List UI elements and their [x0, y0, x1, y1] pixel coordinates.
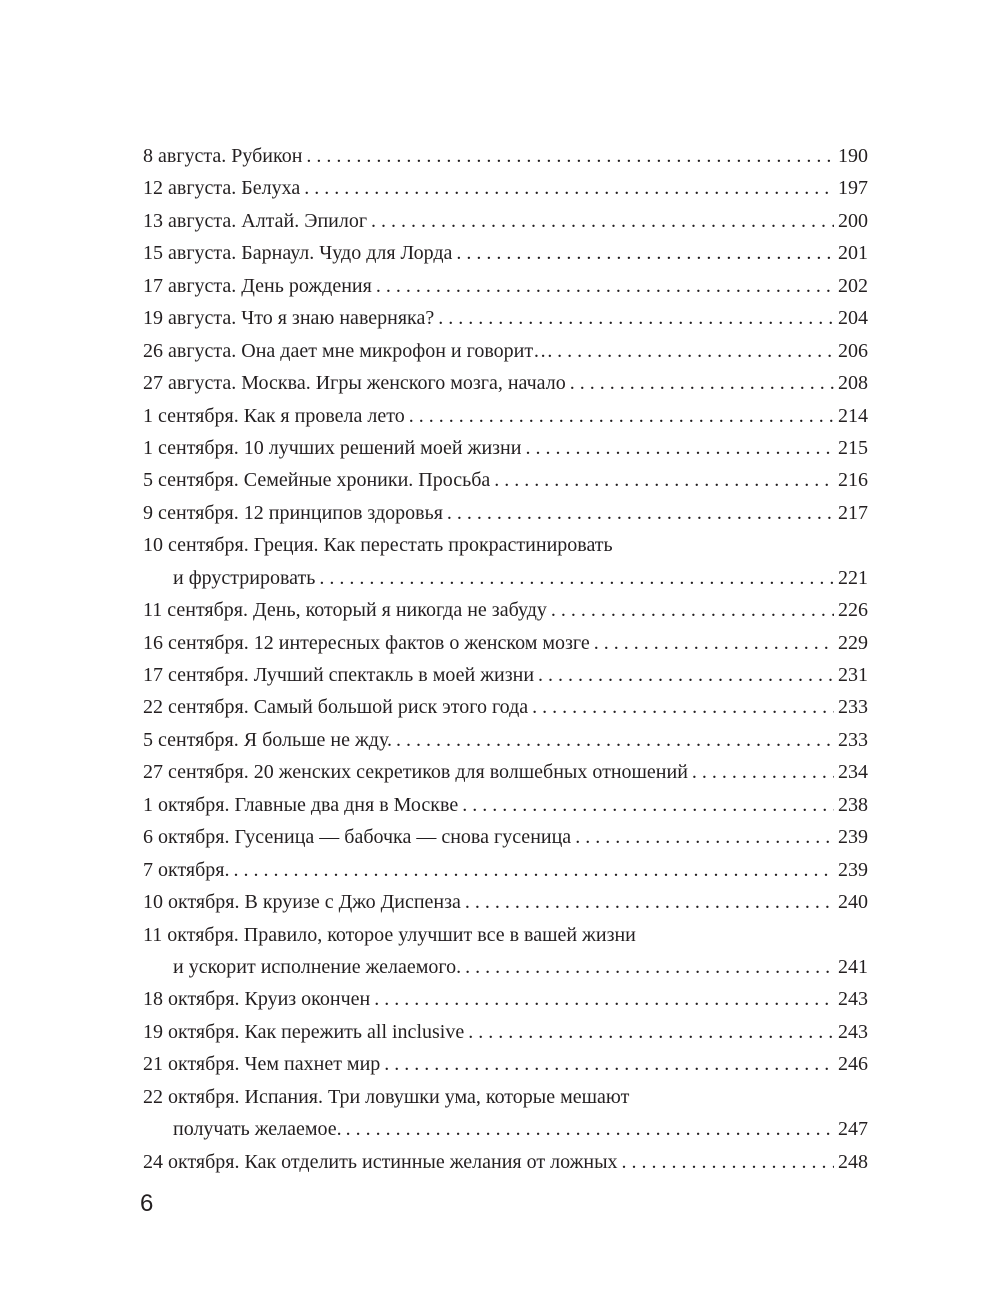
toc-entry	[143, 172, 868, 204]
toc-entry-page: 246	[838, 1053, 868, 1076]
toc-entry	[143, 1016, 868, 1048]
dot-leader	[304, 172, 834, 204]
dot-leader	[396, 724, 834, 756]
toc-entry-page: 248	[838, 1150, 868, 1173]
toc-entry-title: 7 октября.	[143, 858, 230, 881]
toc-entry-title: 15 августа. Барнаул. Чудо для Лорда	[143, 242, 453, 265]
toc-entry-continuation-line	[143, 562, 868, 594]
toc-entry-page: 201	[838, 242, 868, 265]
toc-entry-title: 1 сентября. Как я провела лето	[143, 404, 405, 427]
toc-entry	[143, 367, 868, 399]
toc-entry-page: 206	[838, 339, 868, 362]
dot-leader	[346, 1113, 834, 1145]
toc-entry	[143, 691, 868, 723]
toc-entry-page: 215	[838, 436, 868, 459]
toc-entry	[143, 756, 868, 788]
toc-entry	[143, 983, 868, 1015]
toc-entry	[143, 789, 868, 821]
toc-entry-page: 234	[838, 761, 868, 784]
toc-entry-title: 22 сентября. Самый большой риск этого года	[143, 696, 529, 719]
dot-leader	[570, 367, 834, 399]
dot-leader	[551, 594, 834, 626]
toc-entry	[143, 464, 868, 496]
toc-entry	[143, 1081, 868, 1113]
toc-entry-page: 197	[838, 177, 868, 200]
toc-entry-title: 1 октября. Главные два дня в Москве	[143, 793, 459, 816]
toc-entry-continuation: получать желаемое.	[173, 1118, 342, 1141]
dot-leader	[494, 464, 834, 496]
dot-leader	[371, 205, 834, 237]
toc-entry-title: 5 сентября. Я больше не жду.	[143, 728, 392, 751]
toc-entry-page: 233	[838, 728, 868, 751]
dot-leader	[538, 659, 834, 691]
toc-entry	[143, 821, 868, 853]
toc-entry-page: 243	[838, 1020, 868, 1043]
toc-entry-page: 208	[838, 372, 868, 395]
toc-entry-title: 10 сентября. Греция. Как перестать прокрастинировать	[143, 534, 613, 557]
dot-leader	[456, 237, 834, 269]
dot-leader	[409, 400, 834, 432]
dot-leader	[374, 983, 834, 1015]
toc-entry-page: 226	[838, 599, 868, 622]
table-of-contents	[143, 140, 868, 1178]
dot-leader	[438, 302, 834, 334]
toc-entry-page: 229	[838, 631, 868, 654]
dot-leader	[468, 1016, 834, 1048]
toc-entry	[143, 270, 868, 302]
toc-entry	[143, 594, 868, 626]
dot-leader	[306, 140, 834, 172]
toc-entry-title: 11 сентября. День, который я никогда не забуду	[143, 599, 547, 622]
toc-entry-page: 241	[838, 955, 868, 978]
toc-entry-title: 16 сентября. 12 интересных фактов о женском мозге	[143, 631, 590, 654]
toc-entry-page: 217	[838, 501, 868, 524]
dot-leader	[525, 432, 834, 464]
dot-leader	[384, 1048, 834, 1080]
dot-leader	[447, 497, 834, 529]
toc-entry-title: 8 августа. Рубикон	[143, 145, 303, 167]
toc-entry-page: 243	[838, 988, 868, 1011]
toc-entry	[143, 237, 868, 269]
toc-entry-page: 239	[838, 858, 868, 881]
dot-leader	[622, 1146, 834, 1178]
dot-leader	[692, 756, 834, 788]
page-number: 6	[140, 1190, 154, 1217]
toc-entry	[143, 140, 868, 172]
toc-entry-title: 21 октября. Чем пахнет мир	[143, 1053, 381, 1076]
toc-entry-title: 10 октября. В круизе с Джо Диспенза	[143, 891, 461, 914]
dot-leader	[376, 270, 834, 302]
toc-entry	[143, 529, 868, 561]
toc-entry	[143, 400, 868, 432]
dot-leader	[594, 627, 834, 659]
toc-entry-title: 18 октября. Круиз окончен	[143, 988, 371, 1011]
toc-entry-title: 27 сентября. 20 женских секретиков для волшебных отношений	[143, 761, 688, 784]
toc-entry-page: 233	[838, 696, 868, 719]
toc-entry-page: 247	[838, 1118, 868, 1141]
toc-entry-title: 17 августа. День рождения	[143, 274, 372, 297]
toc-entry	[143, 205, 868, 237]
toc-entry-title: 6 октября. Гусеница — бабочка — снова гусеница	[143, 826, 572, 849]
toc-entry-continuation-line	[143, 1113, 868, 1145]
toc-entry-page: 214	[838, 404, 868, 427]
toc-entry-page: 216	[838, 469, 868, 492]
toc-entry	[143, 659, 868, 691]
toc-entry	[143, 886, 868, 918]
dot-leader	[465, 886, 834, 918]
toc-entry-title: 26 августа. Она дает мне микрофон и говорит…	[143, 339, 554, 362]
toc-entry-continuation-line	[143, 951, 868, 983]
dot-leader	[319, 562, 834, 594]
toc-entry-title: 12 августа. Белуха	[143, 177, 301, 200]
toc-entry-page: 238	[838, 793, 868, 816]
dot-leader	[465, 951, 834, 983]
toc-entry-title: 13 августа. Алтай. Эпилог	[143, 209, 368, 232]
toc-entry-title: 27 августа. Москва. Игры женского мозга, начало	[143, 372, 566, 395]
toc-entry	[143, 854, 868, 886]
dot-leader	[462, 789, 834, 821]
toc-entry-page: 240	[838, 891, 868, 914]
dot-leader	[234, 854, 834, 886]
toc-entry-page: 200	[838, 209, 868, 232]
toc-entry	[143, 302, 868, 334]
toc-entry-title: 19 октября. Как пережить all inclusive	[143, 1020, 465, 1043]
toc-entry-continuation: и ускорит исполнение желаемого.	[173, 955, 462, 978]
toc-entry-title: 5 сентября. Семейные хроники. Просьба	[143, 469, 491, 492]
toc-entry	[143, 432, 868, 464]
toc-entry-page: 231	[838, 664, 868, 686]
dot-leader	[532, 691, 834, 723]
toc-entry-page: 204	[838, 307, 868, 330]
toc-entry-page: 202	[838, 274, 868, 297]
toc-entry-continuation: и фрустрировать	[173, 566, 316, 589]
toc-entry	[143, 1048, 868, 1080]
toc-entry-title: 22 октября. Испания. Три ловушки ума, которые мешают	[143, 1085, 630, 1108]
toc-entry-title: 24 октября. Как отделить истинные желания от ложных	[143, 1150, 618, 1173]
toc-entry	[143, 627, 868, 659]
dot-leader	[575, 821, 834, 853]
toc-entry-page: 221	[838, 566, 868, 589]
toc-entry	[143, 497, 868, 529]
toc-entry-page: 239	[838, 826, 868, 849]
toc-entry-title: 11 октября. Правило, которое улучшит все в вашей жизни	[143, 923, 636, 946]
toc-entry	[143, 1146, 868, 1178]
toc-entry-page: 190	[838, 145, 868, 167]
toc-entry-title: 19 августа. Что я знаю наверняка?	[143, 307, 435, 330]
toc-entry-title: 9 сентября. 12 принципов здоровья	[143, 501, 443, 524]
toc-entry-title: 17 сентября. Лучший спектакль в моей жизни	[143, 664, 535, 686]
dot-leader	[557, 335, 834, 367]
toc-entry	[143, 335, 868, 367]
toc-entry	[143, 919, 868, 951]
toc-entry-title: 1 сентября. 10 лучших решений моей жизни	[143, 436, 522, 459]
toc-entry	[143, 724, 868, 756]
